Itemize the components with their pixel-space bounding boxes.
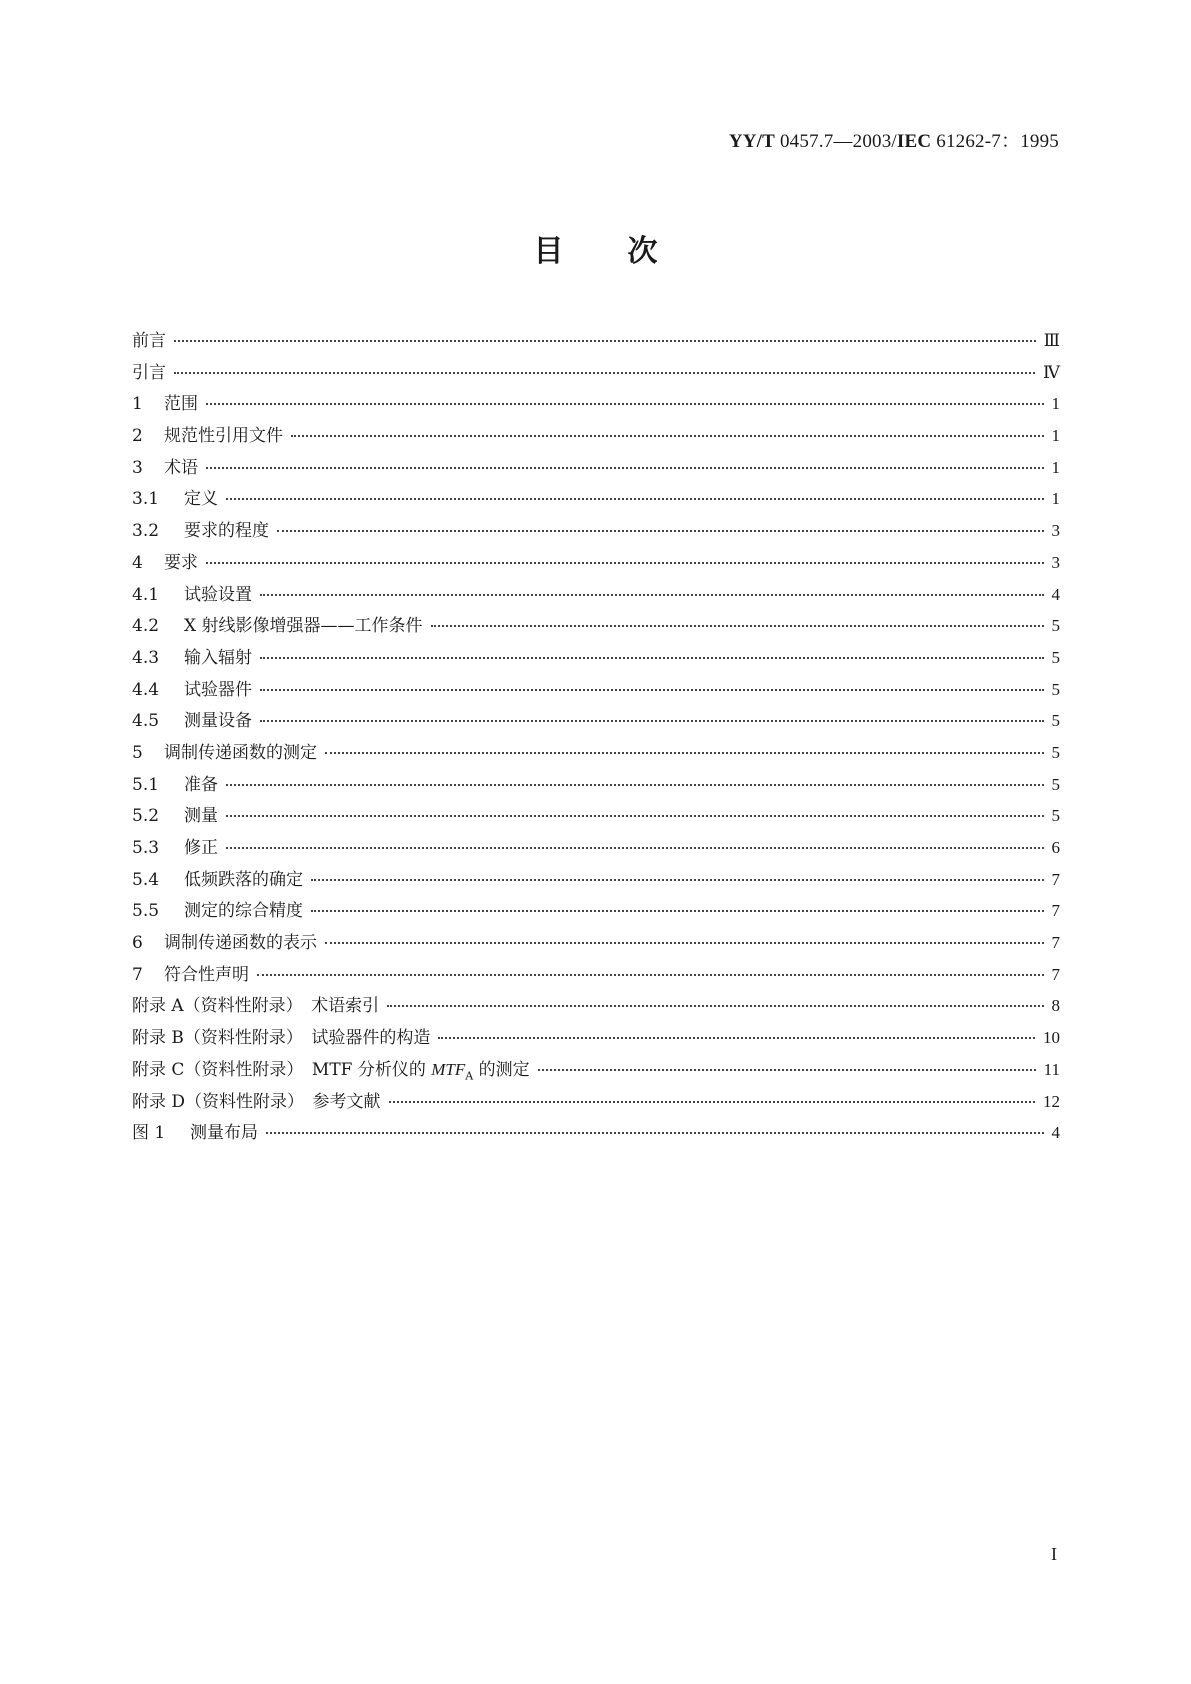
toc-page: 4 xyxy=(1051,1123,1060,1143)
toc-entry-4-4[interactable] xyxy=(132,675,1060,707)
toc-entry-3-2[interactable] xyxy=(132,516,1060,548)
toc-number: 2 xyxy=(132,426,143,447)
toc-label: 试验器件 xyxy=(184,679,252,700)
toc-label: 规范性引用文件 xyxy=(164,426,283,447)
standard-code xyxy=(729,126,1059,153)
toc-number: 6 xyxy=(132,933,143,954)
dot-leader xyxy=(325,752,1044,754)
toc-label: 附录 D（资料性附录） 参考文献 xyxy=(132,1091,381,1112)
dot-leader xyxy=(226,498,1044,500)
toc-page: 6 xyxy=(1051,838,1060,857)
toc-number: 5.1 xyxy=(132,774,160,795)
toc-label: 低频跌落的确定 xyxy=(184,869,303,890)
toc-page: 3 xyxy=(1051,552,1060,572)
toc-number: 4 xyxy=(132,552,143,573)
toc-number: 4.1 xyxy=(132,584,160,605)
dot-leader xyxy=(291,435,1044,437)
toc-label xyxy=(132,1055,530,1082)
toc-page: 8 xyxy=(1051,996,1060,1016)
toc-page: 5 xyxy=(1051,774,1060,794)
dot-leader xyxy=(538,1069,1036,1071)
toc-entry-4-3[interactable] xyxy=(132,643,1060,675)
toc-entry-5-3[interactable] xyxy=(132,833,1060,865)
dot-leader xyxy=(206,467,1044,469)
toc-label-part: 附录 C（资料性附录） MTF 分析仪的 xyxy=(132,1059,432,1080)
dot-leader xyxy=(206,403,1044,405)
toc-page: 5 xyxy=(1051,711,1060,731)
toc-label: 测量布局 xyxy=(190,1123,258,1144)
toc-entry-figure-1[interactable] xyxy=(132,1118,1060,1150)
toc-page: 7 xyxy=(1051,901,1060,921)
toc-entry-annex-c[interactable] xyxy=(132,1055,1060,1087)
toc-label: 定义 xyxy=(184,489,218,510)
toc-label: 输入辐射 xyxy=(184,647,252,668)
toc-entry-5-1[interactable] xyxy=(132,770,1060,802)
dot-leader xyxy=(257,974,1044,976)
dot-leader xyxy=(226,847,1044,849)
dot-leader xyxy=(431,625,1044,627)
toc-entry-2[interactable] xyxy=(132,421,1060,453)
toc-page: 12 xyxy=(1043,1091,1060,1111)
table-of-contents xyxy=(132,326,1060,1150)
title-char-right: 次 xyxy=(627,234,658,269)
dot-leader xyxy=(277,530,1044,532)
toc-page: 5 xyxy=(1051,647,1060,667)
toc-page: 1 xyxy=(1051,457,1060,477)
toc-page: Ⅳ xyxy=(1043,362,1060,382)
toc-entry-5-2[interactable] xyxy=(132,801,1060,833)
toc-number: 1 xyxy=(132,394,143,415)
toc-label: 附录 A（资料性附录） 术语索引 xyxy=(132,996,380,1017)
toc-label: 测量设备 xyxy=(184,711,252,732)
toc-label: 调制传递函数的测定 xyxy=(164,742,317,763)
toc-entry-annex-a[interactable] xyxy=(132,991,1060,1023)
toc-number: 3.1 xyxy=(132,489,160,510)
page-number: I xyxy=(1051,1544,1057,1564)
toc-label: 调制传递函数的表示 xyxy=(164,933,317,954)
toc-page: 5 xyxy=(1051,616,1060,636)
toc-page: 5 xyxy=(1051,806,1060,826)
toc-entry-6[interactable] xyxy=(132,928,1060,960)
toc-entry-5-4[interactable] xyxy=(132,865,1060,897)
title-char-left: 目 xyxy=(533,234,564,269)
toc-entry-introduction[interactable] xyxy=(132,358,1060,390)
toc-page: 1 xyxy=(1051,489,1060,509)
toc-entry-5-5[interactable] xyxy=(132,896,1060,928)
standard-iec: IEC xyxy=(896,131,932,152)
toc-page: 1 xyxy=(1051,394,1060,414)
toc-page: 11 xyxy=(1043,1059,1060,1079)
standard-iec-number: 61262-7：1995 xyxy=(931,131,1059,152)
toc-page: 1 xyxy=(1051,426,1060,446)
toc-entry-4-5[interactable] xyxy=(132,706,1060,738)
toc-entry-4[interactable] xyxy=(132,548,1060,580)
toc-number: 5.5 xyxy=(132,901,160,922)
dot-leader xyxy=(389,1101,1035,1103)
toc-entry-annex-d[interactable] xyxy=(132,1087,1060,1119)
toc-page: 10 xyxy=(1043,1028,1060,1048)
toc-number: 7 xyxy=(132,964,143,985)
toc-label: 前言 xyxy=(132,331,166,351)
toc-label: 术语 xyxy=(164,457,198,478)
toc-entry-5[interactable] xyxy=(132,738,1060,770)
toc-label: 要求的程度 xyxy=(184,521,269,542)
toc-entry-foreword[interactable] xyxy=(132,326,1060,358)
toc-number: 4.3 xyxy=(132,647,160,668)
toc-label: 附录 B（资料性附录） 试验器件的构造 xyxy=(132,1028,431,1049)
dot-leader xyxy=(174,340,1036,342)
toc-number: 4.2 xyxy=(132,616,160,637)
toc-page: 5 xyxy=(1051,742,1060,762)
toc-entry-3[interactable] xyxy=(132,453,1060,485)
dot-leader xyxy=(311,879,1044,881)
dot-leader xyxy=(438,1037,1035,1039)
toc-label-italic: MTF xyxy=(431,1059,466,1079)
toc-label: 要求 xyxy=(164,552,198,573)
toc-label: 准备 xyxy=(184,774,218,795)
dot-leader xyxy=(260,594,1044,596)
toc-label: 引言 xyxy=(132,362,166,383)
toc-label: 测定的综合精度 xyxy=(184,901,303,922)
toc-entry-4-2[interactable] xyxy=(132,611,1060,643)
toc-label: 范围 xyxy=(164,394,198,415)
toc-page: 5 xyxy=(1051,679,1060,699)
toc-page: 4 xyxy=(1051,584,1060,604)
dot-leader xyxy=(266,1132,1044,1134)
toc-number: 3 xyxy=(132,457,143,478)
dot-leader xyxy=(311,910,1044,912)
dot-leader xyxy=(226,784,1044,786)
dot-leader xyxy=(174,372,1035,374)
dot-leader xyxy=(226,815,1044,817)
dot-leader xyxy=(260,689,1044,691)
toc-number: 5 xyxy=(132,742,143,763)
toc-number: 5.2 xyxy=(132,806,160,827)
toc-number: 4.4 xyxy=(132,679,160,700)
toc-number: 5.4 xyxy=(132,869,160,890)
standard-prefix: YY/T xyxy=(728,131,776,152)
page-title xyxy=(0,226,1191,270)
toc-label: 测量 xyxy=(184,806,218,827)
dot-leader xyxy=(260,657,1044,659)
toc-entry-4-1[interactable] xyxy=(132,580,1060,612)
toc-number: 3.2 xyxy=(132,521,160,542)
toc-label: 试验设置 xyxy=(184,584,252,605)
dot-leader xyxy=(206,562,1044,564)
toc-label: 符合性声明 xyxy=(164,964,249,985)
toc-entry-annex-b[interactable] xyxy=(132,1023,1060,1055)
toc-entry-1[interactable] xyxy=(132,389,1060,421)
toc-entry-7[interactable] xyxy=(132,960,1060,992)
dot-leader xyxy=(387,1005,1043,1007)
toc-number: 图 1 xyxy=(132,1123,166,1144)
standard-number: 0457.7—2003/ xyxy=(775,131,897,152)
toc-label: 修正 xyxy=(184,838,218,858)
toc-label-part: 的测定 xyxy=(473,1059,530,1080)
toc-number: 5.3 xyxy=(132,838,160,858)
toc-page: 7 xyxy=(1051,964,1060,984)
toc-label: X 射线影像增强器——工作条件 xyxy=(184,616,423,637)
dot-leader xyxy=(325,942,1044,944)
toc-page: 3 xyxy=(1051,521,1060,541)
toc-page: 7 xyxy=(1051,933,1060,953)
toc-label-subscript: A xyxy=(465,1069,474,1083)
toc-page: Ⅲ xyxy=(1043,331,1060,350)
toc-page: 7 xyxy=(1051,869,1060,889)
dot-leader xyxy=(260,720,1044,722)
toc-entry-3-1[interactable] xyxy=(132,484,1060,516)
toc-number: 4.5 xyxy=(132,711,160,732)
